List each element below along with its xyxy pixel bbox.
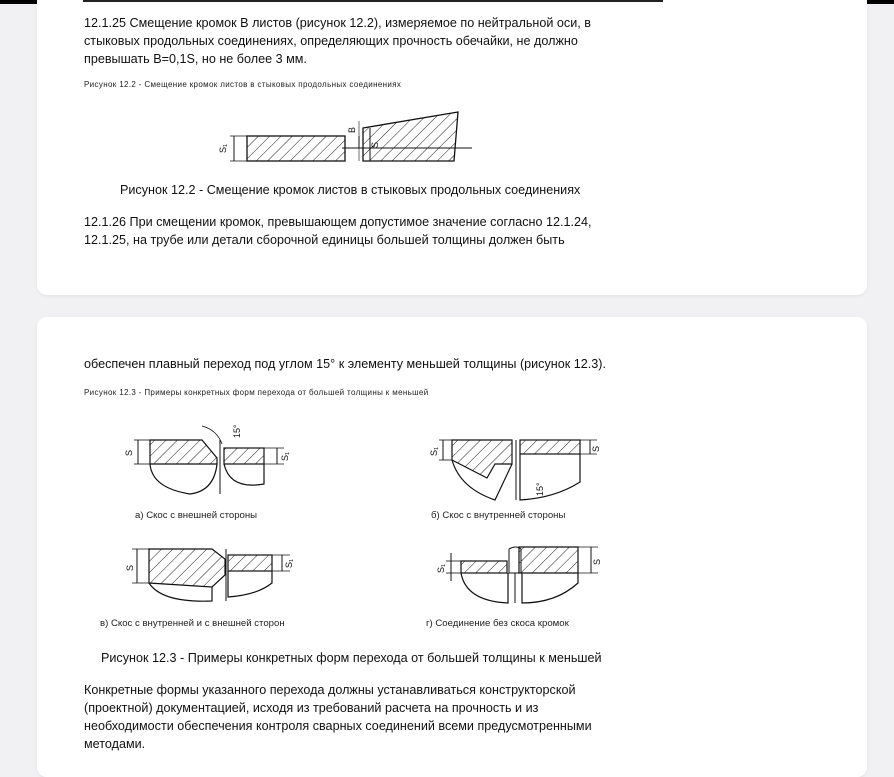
svg-text:S: S	[591, 445, 601, 452]
subfigure-c-diagram	[122, 543, 322, 623]
svg-text:S: S	[125, 564, 135, 571]
dim-label-b: B	[347, 126, 357, 133]
text-line: 12.1.25 Смещение кромок B листов (рисунок 12.2), измеряемое по нейтральной оси, в	[84, 16, 591, 30]
text-line: методами.	[84, 737, 146, 751]
paragraph-continuation: обеспечен плавный переход под углом 15° к элементу меньшей толщины (рисунок 12.3).	[84, 357, 606, 371]
figure-12-3-caption: Рисунок 12.3 - Примеры конкретных форм перехода от большей толщины к меньшей	[101, 651, 602, 665]
svg-text:15°: 15°	[535, 482, 545, 496]
document-page-1	[37, 0, 867, 295]
svg-text:S: S	[124, 449, 134, 456]
paragraph-final	[84, 681, 684, 753]
text-line: 12.1.25, на трубе или детали сборочной единицы большей толщины должен быть	[84, 233, 565, 247]
svg-text:S₁: S₁	[280, 451, 290, 461]
text-line: превышать B=0,1S, но не более 3 мм.	[84, 52, 307, 66]
subfigure-b-caption: б) Скос с внутренней стороны	[431, 510, 566, 521]
figure-12-2-diagram	[212, 103, 472, 173]
subfigure-a-diagram	[122, 416, 312, 496]
text-line: Конкретные формы указанного перехода должны устанавливаться конструкторской	[84, 683, 576, 697]
figure-12-3-small-caption: Рисунок 12.3 - Примеры конкретных форм перехода от большей толщины к меньшей	[84, 388, 429, 397]
text-line: необходимости обеспечения контроля сварных соединений всеми предусмотренными	[84, 719, 592, 733]
text-line: (проектной) документацией, исходя из требований расчета на прочность и из	[84, 701, 539, 715]
paragraph-12-1-26	[84, 213, 624, 249]
svg-text:S₁: S₁	[436, 563, 446, 573]
dim-label-s1: S₁	[218, 143, 228, 153]
svg-text:S₁: S₁	[429, 446, 439, 456]
text-rule	[83, 0, 663, 2]
figure-12-2-small-caption: Рисунок 12.2 - Смещение кромок листов в стыковых продольных соединениях	[84, 80, 402, 89]
svg-text:S₁: S₁	[284, 558, 294, 568]
paragraph-12-1-25	[84, 14, 624, 68]
figure-12-2-caption: Рисунок 12.2 - Смещение кромок листов в стыковых продольных соединениях	[120, 183, 581, 197]
document-page-2	[37, 317, 867, 777]
thin-sheet	[247, 136, 345, 161]
subfigure-c-caption: в) Скос с внутренней и с внешней сторон	[100, 618, 285, 629]
text-line: стыковых продольных соединениях, определяющих прочность обечайки, не должно	[84, 34, 578, 48]
thick-sheet	[363, 112, 458, 161]
subfigure-d-diagram	[426, 543, 626, 623]
subfigure-d-caption: г) Соединение без скоса кромок	[426, 618, 569, 629]
svg-text:15°: 15°	[232, 424, 242, 438]
svg-text:S: S	[592, 558, 602, 565]
text-line: 12.1.26 При смещении кромок, превышающем допустимое значение согласно 12.1.24,	[84, 215, 592, 229]
dim-label-s: S	[370, 141, 380, 148]
subfigure-b-diagram	[415, 426, 615, 506]
subfigure-a-caption: а) Скос с внешней стороны	[135, 510, 258, 521]
